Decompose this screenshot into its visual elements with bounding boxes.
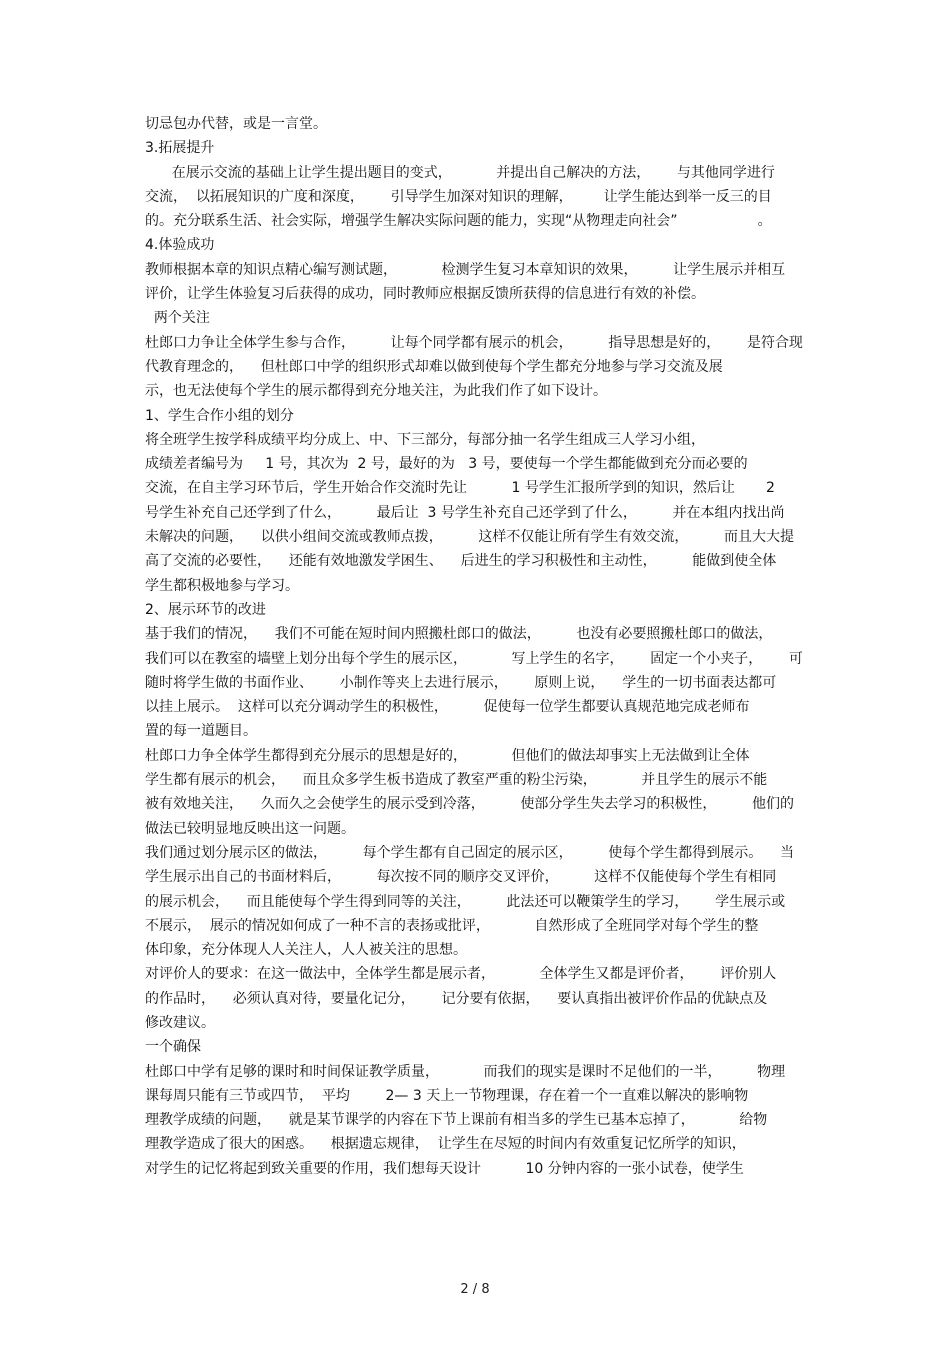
text-line: 高了交流的必要性， 还能有效地激发学困生、 后进生的学习积极性和主动性， 能做到使全体 <box>145 553 777 570</box>
text-line: 置的每一道题目。 <box>145 723 257 740</box>
text-line: 对学生的记忆将起到致关重要的作用，我们想每天设计 10 分钟内容的一张小试卷，使学生 <box>145 1160 744 1177</box>
text-line: 1、学生合作小组的划分 <box>145 407 294 424</box>
text-line: 的展示机会， 而且能使每个学生得到同等的关注， 此法还可以鞭策学生的学习， 学生展示或 <box>145 893 786 910</box>
text-line: 随时将学生做的书面作业、 小制作等夹上去进行展示， 原则上说， 学生的一切书面表达都可 <box>145 674 777 691</box>
text-line: 杜郎口力争让全体学生参与合作， 让每个同学都有展示的机会， 指导思想是好的， 是符合现 <box>145 334 803 351</box>
text-line: 在展示交流的基础上让学生提出题目的变式， 并提出自己解决的方法， 与其他同学进行 <box>145 164 775 181</box>
text-line: 两个关注 <box>145 310 210 327</box>
text-line: 杜郎口力争全体学生都得到充分展示的思想是好的， 但他们的做法却事实上无法做到让全体 <box>145 747 750 764</box>
text-line: 修改建议。 <box>145 1014 215 1031</box>
text-line: 4.体验成功 <box>145 237 215 254</box>
text-line: 的。充分联系生活、社会实际，增强学生解决实际问题的能力，实现“从物理走向社会” 。 <box>145 213 772 230</box>
text-line: 评价，让学生体验复习后获得的成功，同时教师应根据反馈所获得的信息进行有效的补偿。 <box>145 286 705 303</box>
text-line: 不展示， 展示的情况如何成了一种不言的表扬或批评， 自然形成了全班同学对每个学生的整 <box>145 917 759 934</box>
text-line: 杜郎口中学有足够的课时和时间保证教学质量， 而我们的现实是课时不足他们的一半， 物理 <box>145 1063 786 1080</box>
text-line: 基于我们的情况， 我们不可能在短时间内照搬杜郎口的做法， 也没有必要照搬杜郎口的做法， <box>145 626 773 643</box>
text-line: 学生都积极地参与学习。 <box>145 577 299 594</box>
text-line: 交流，在自主学习环节后，学生开始合作交流时先让 1 号学生汇报所学到的知识，然后让 2 <box>145 480 775 497</box>
document-body <box>145 112 815 1181</box>
text-line: 未解决的问题， 以供小组间交流或教师点拨， 这样不仅能让所有学生有效交流， 而且大大提 <box>145 529 795 546</box>
text-line: 理教学成绩的问题， 就是某节课学的内容在下节上课前有相当多的学生已基本忘掉了， 给物 <box>145 1112 768 1129</box>
text-line: 学生展示出自己的书面材料后， 每次按不同的顺序交叉评价， 这样不仅能使每个学生有相同 <box>145 869 777 886</box>
text-line: 号学生补充自己还学到了什么， 最后让 3 号学生补充自己还学到了什么， 并在本组内找出尚 <box>145 504 785 521</box>
text-line: 3.拓展提升 <box>145 140 215 157</box>
text-line: 理教学造成了很大的困惑。 根据遗忘规律， 让学生在尽短的时间内有效重复记忆所学的知识， <box>145 1136 746 1153</box>
text-line: 体印象，充分体现人人关注人，人人被关注的思想。 <box>145 942 467 959</box>
text-line: 我们可以在教室的墙壁上划分出每个学生的展示区， 写上学生的名字， 固定一个小夹子， 可 <box>145 650 803 667</box>
text-line: 交流， 以拓展知识的广度和深度， 引导学生加深对知识的理解， 让学生能达到举一反三的目 <box>145 188 772 205</box>
text-line: 做法已较明显地反映出这一问题。 <box>145 820 355 837</box>
text-line: 的作品时， 必须认真对待，要量化记分， 记分要有依据， 要认真指出被评价作品的优缺点及 <box>145 990 768 1007</box>
text-line: 学生都有展示的机会， 而且众多学生板书造成了教室严重的粉尘污染， 并且学生的展示不能 <box>145 772 768 789</box>
text-line: 对评价人的要求：在这一做法中，全体学生都是展示者， 全体学生又都是评价者， 评价别人 <box>145 966 777 983</box>
text-line: 代教育理念的， 但杜郎口中学的组织形式却难以做到使每个学生都充分地参与学习交流及展 <box>145 358 723 375</box>
text-line: 我们通过划分展示区的做法， 每个学生都有自己固定的展示区， 使每个学生都得到展示。 当 <box>145 844 795 861</box>
text-line: 切忌包办代替，或是一言堂。 <box>145 116 327 132</box>
text-line: 一个确保 <box>145 1039 201 1056</box>
text-line: 成绩差者编号为 1 号，其次为 2 号，最好的为 3 号，要使每一个学生都能做到充分而必要的 <box>145 456 748 473</box>
text-line: 2、展示环节的改进 <box>145 601 266 618</box>
text-line: 教师根据本章的知识点精心编写测试题， 检测学生复习本章知识的效果， 让学生展示并相互 <box>145 261 786 278</box>
text-line: 将全班学生按学科成绩平均分成上、中、下三部分，每部分抽一名学生组成三人学习小组， <box>145 431 705 448</box>
text-line: 以挂上展示。 这样可以充分调动学生的积极性， 促使每一位学生都要认真规范地完成老师布 <box>145 699 750 716</box>
text-line: 被有效地关注， 久而久之会使学生的展示受到冷落， 使部分学生失去学习的积极性， 他们的 <box>145 796 795 813</box>
text-line: 课每周只能有三节或四节， 平均 2— 3 天上一节物理课，存在着一个一直难以解决的影响物 <box>145 1087 749 1104</box>
text-line: 示，也无法使每个学生的展示都得到充分地关注，为此我们作了如下设计。 <box>145 383 607 400</box>
page-number: 2 / 8 <box>460 1282 490 1297</box>
